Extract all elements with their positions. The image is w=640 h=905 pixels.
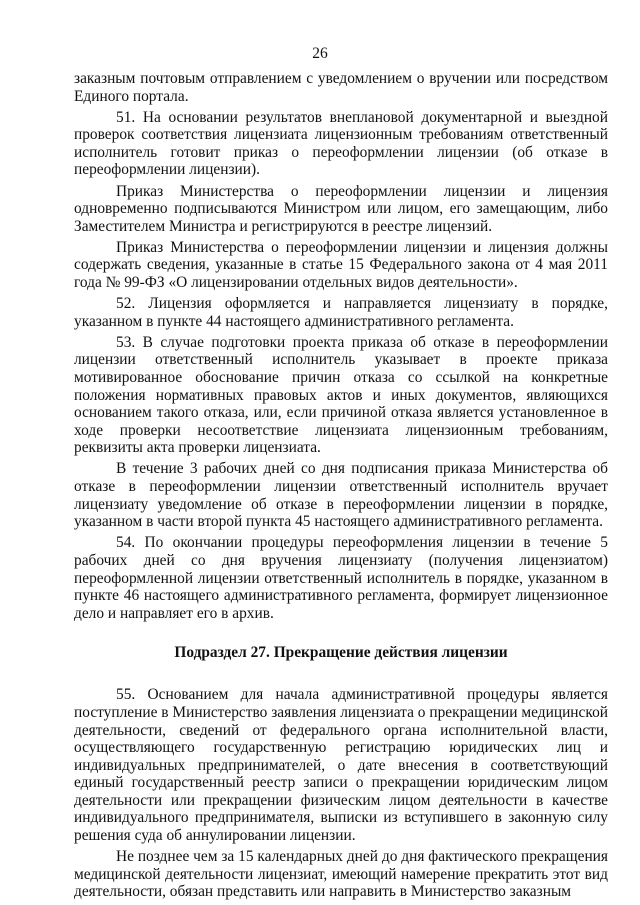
paragraph-54: 54. По окончании процедуры переоформления лицензии в течение 5 рабочих дней со дня вручения лицензиату (получения лицензиатом) переоформленной лицензии ответственный исполнитель в порядке, указанном в пункте 46 настоящего административного регламента, формирует лицензионное дело и направляет его в архив. [74, 534, 608, 622]
document-body [74, 70, 608, 904]
section-heading: Подраздел 27. Прекращение действия лицензии [174, 644, 508, 662]
paragraph-55: 55. Основанием для начала административной процедуры является поступление в Министерство заявления лицензиата о прекращении медицинской деятельности, сведений от федерального органа исполнительной власти, осуществляющего государственную регистрацию юридических лиц и индивидуальных предпринимателей, о дате внесения в соответствующий единый государственный реестр записи о прекращении юридическим лицом деятельности или прекращении физическим лицом деятельности в качестве индивидуального предпринимателя, выписки из вступившего в законную силу решения суда об аннулировании лицензии. [74, 686, 608, 845]
paragraph-53-refusal-notice: В течение 3 рабочих дней со дня подписания приказа Министерства об отказе в переоформлении лицензии ответственный исполнитель вручает лицензиату уведомление об отказе в переоформлении лицензии в порядке, указанном в части второй пункта 45 настоящего административного регламента. [74, 460, 608, 531]
paragraph-53: 53. В случае подготовки проекта приказа об отказе в переоформлении лицензии ответственный исполнитель указывает в проекте приказа мотивированное обоснование причин отказа со ссылкой на конкретные положения нормативных правовых актов и иных документов, являющихся основанием такого отказа, или, если причиной отказа является установленное в ходе проверки несоответствие лицензиата лицензионным требованиям, реквизиты акта проверки лицензиата. [74, 333, 608, 457]
paragraph-51-order-signing: Приказ Министерства о переоформлении лицензии и лицензия одновременно подписываются Министром или лицом, его замещающим, либо Заместителем Министра и регистрируются в реестре лицензий. [74, 182, 608, 235]
paragraph-51-order-content: Приказ Министерства о переоформлении лицензии и лицензия должны содержать сведения, указанные в статье 15 Федерального закона от 4 мая 2011 года № 99-ФЗ «О лицензировании отдельных видов деятельности». [74, 238, 608, 292]
paragraph-55-termination-notice: Не позднее чем за 15 календарных дней до дня фактического прекращения медицинской деятельности лицензиат, имеющий намерение прекратить этот вид деятельности, обязан представить или направить в Министерство заказным [74, 848, 608, 901]
page-number: 26 [312, 45, 328, 62]
paragraph-52: 52. Лицензия оформляется и направляется лицензиату в порядке, указанном в пункте 44 настоящего административного регламента. [74, 295, 608, 330]
paragraph-51: 51. На основании результатов внеплановой документарной и выездной проверок соответствия лицензиата лицензионным требованиям ответственный исполнитель готовит приказ о переоформлении лицензии (об отказе в переоформлении лицензии). [74, 108, 608, 179]
paragraph-continuation: заказным почтовым отправлением с уведомлением о вручении или посредством Единого портала. [74, 70, 608, 105]
